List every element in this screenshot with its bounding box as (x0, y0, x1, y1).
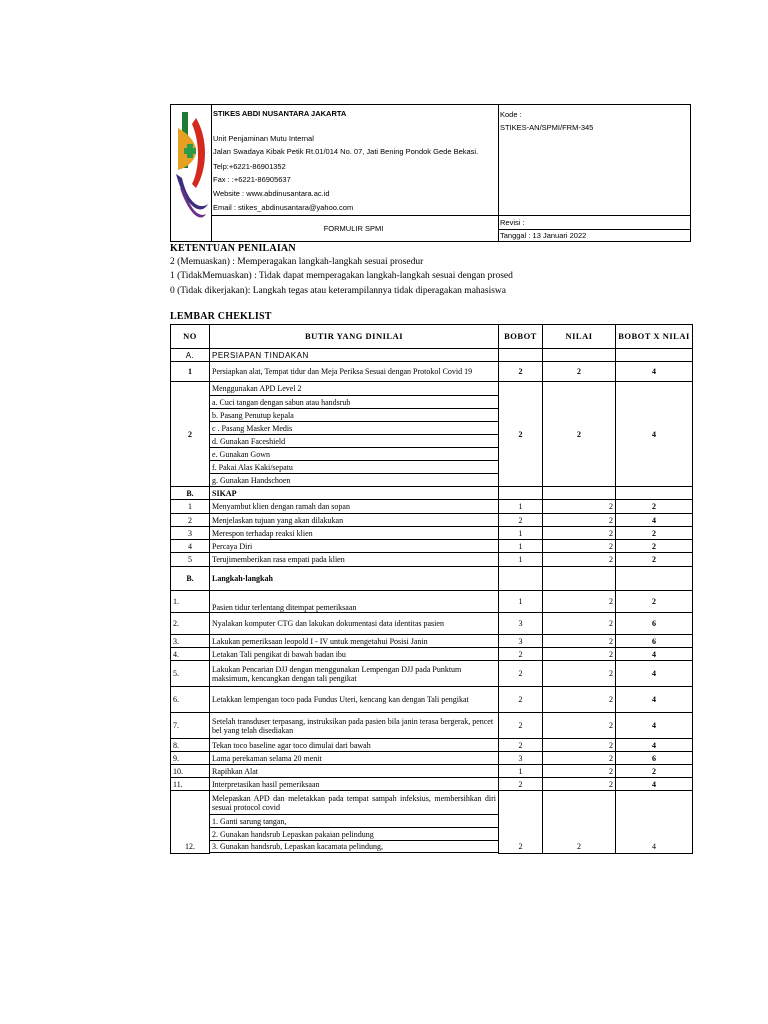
table-row (171, 613, 693, 635)
row-nilai: 2 (543, 765, 616, 778)
table-row (171, 765, 693, 778)
row-text: Rapihkan Alat (210, 765, 499, 778)
row-nilai: 2 (543, 362, 616, 382)
row-nilai: 2 (543, 661, 616, 687)
table-row (171, 382, 693, 396)
row-nilai: 2 (543, 635, 616, 648)
col-item: BUTIR YANG DINILAI (210, 325, 499, 349)
row-bobot: 1 (499, 553, 543, 567)
row-bobot: 1 (499, 500, 543, 514)
row-no: 5 (171, 553, 210, 567)
row-no: 5. (171, 661, 210, 687)
col-no: NO (171, 325, 210, 349)
criteria-line: 1 (TidakMemuaskan) : Tidak dapat memperagakan langkah-langkah sesuai dengan prosed (170, 271, 513, 281)
table-row (171, 514, 693, 527)
row-no: 8. (171, 739, 210, 752)
table-row (171, 739, 693, 752)
apd-item: g. Gunakan Handschoen (210, 474, 499, 487)
row-no: 2 (171, 514, 210, 527)
col-bobot: BOBOT (499, 325, 543, 349)
row-text: Percaya Diri (210, 540, 499, 553)
step12-item: 1. Ganti sarung tangan, (210, 815, 499, 828)
row-bobot-x-nilai: 2 (616, 500, 693, 514)
checklist-table (170, 324, 693, 854)
row-text: Letakkan lempengan toco pada Fundus Uteri, kencang kan dengan Tali pengikat (210, 687, 499, 713)
table-row (171, 553, 693, 567)
row-no: 2. (171, 613, 210, 635)
unit-name: Unit Penjaminan Mutu Internal (213, 134, 314, 143)
table-row (171, 540, 693, 553)
row-nilai: 2 (543, 514, 616, 527)
step12-item: 2. Gunakan handsrub Lepaskan pakaian pelindung (210, 828, 499, 841)
row-nilai: 2 (543, 553, 616, 567)
section-row (171, 567, 693, 591)
row-bobot: 1 (499, 765, 543, 778)
row-text: Pasien tidur terlentang ditempat pemeriksaan (210, 591, 499, 613)
section-label: SIKAP (210, 487, 499, 500)
row-text: Lama perekaman selama 20 menit (210, 752, 499, 765)
row-no: 3 (171, 527, 210, 540)
row-text: Menjelaskan tujuan yang akan dilakukan (210, 514, 499, 527)
row-text: Lakukan pemeriksaan leopold I - IV untuk mengetahui Posisi Janin (210, 635, 499, 648)
row-bobot-x-nilai: 4 (616, 713, 693, 739)
section-no: B. (171, 567, 210, 591)
institution-email: Email : stikes_abdinusantara@yahoo.com (213, 203, 354, 212)
row-bobot: 2 (499, 648, 543, 661)
row-bobot: 1 (499, 527, 543, 540)
table-header-row (171, 325, 693, 349)
row-text: Tekan toco baseline agar toco dimulai dari bawah (210, 739, 499, 752)
table-row (171, 648, 693, 661)
table-row (171, 362, 693, 382)
apd-item: d. Gunakan Faceshield (210, 435, 499, 448)
row-bobot-x-nilai: 4 (616, 362, 693, 382)
row-bobot: 2 (499, 382, 543, 487)
row-nilai: 2 (543, 713, 616, 739)
row-no: 4 (171, 540, 210, 553)
row-text: Setelah transduser terpasang, instruksikan pada pasien bila janin terasa bergerak, pencet bel yang telah disediakan (210, 713, 499, 739)
row-nilai: 2 (543, 591, 616, 613)
row-nilai: 2 (543, 382, 616, 487)
institution-logo-icon (174, 108, 210, 238)
row-nilai: 2 (543, 791, 616, 854)
institution-address: Jalan Swadaya Kibak Petik Rt.01/014 No. 07, Jati Bening Pondok Gede Bekasi. (213, 147, 479, 156)
table-row (171, 500, 693, 514)
apd-item: c . Pasang Masker Medis (210, 422, 499, 435)
form-code-label: Kode : (500, 110, 522, 119)
revision-label: Revisi : (500, 218, 525, 227)
apd-item: b. Pasang Penutup kepala (210, 409, 499, 422)
table-row (171, 713, 693, 739)
row-bobot: 2 (499, 362, 543, 382)
row-no: 1 (171, 500, 210, 514)
row-bobot-x-nilai: 4 (616, 648, 693, 661)
row-bobot-x-nilai: 2 (616, 527, 693, 540)
form-title: FORMULIR SPMI (323, 224, 384, 233)
row-bobot-x-nilai: 4 (616, 661, 693, 687)
row-bobot: 2 (499, 791, 543, 854)
row-bobot: 2 (499, 514, 543, 527)
row-nilai: 2 (543, 540, 616, 553)
table-row (171, 527, 693, 540)
criteria-line: 0 (Tidak dikerjakan): Langkah tegas atau keterampilannya tidak diperagakan mahasiswa (170, 286, 506, 296)
row-nilai: 2 (543, 687, 616, 713)
step12-item: Melepaskan APD dan meletakkan pada tempat sampah infeksius, membersihkan diri sesuai protocol covid (210, 791, 499, 815)
row-nilai: 2 (543, 527, 616, 540)
row-bobot-x-nilai: 6 (616, 635, 693, 648)
row-no: 4. (171, 648, 210, 661)
table-row (171, 752, 693, 765)
table-row (171, 778, 693, 791)
row-bobot: 2 (499, 713, 543, 739)
institution-name: STIKES ABDI NUSANTARA JAKARTA (213, 109, 347, 118)
row-bobot-x-nilai: 4 (616, 778, 693, 791)
row-nilai: 2 (543, 752, 616, 765)
form-header (170, 104, 691, 242)
criteria-title: KETENTUAN PENILAIAN (170, 243, 296, 254)
row-nilai: 2 (543, 778, 616, 791)
row-bobot: 3 (499, 613, 543, 635)
table-row (171, 591, 693, 613)
table-row (171, 635, 693, 648)
row-bobot: 1 (499, 540, 543, 553)
apd-item: a. Cuci tangan dengan sabun atau handsrub (210, 396, 499, 409)
apd-item: e. Gunakan Gown (210, 448, 499, 461)
row-nilai: 2 (543, 739, 616, 752)
row-no: 1. (171, 591, 210, 613)
table-row (171, 791, 693, 815)
row-bobot: 3 (499, 635, 543, 648)
form-date: Tanggal : 13 Januari 2022 (500, 231, 587, 240)
section-label: Langkah-langkah (210, 567, 499, 591)
row-bobot-x-nilai: 4 (616, 514, 693, 527)
section-label: PERSIAPAN TINDAKAN (210, 349, 499, 362)
form-code-value: STIKES-AN/SPMI/FRM-345 (500, 123, 594, 132)
apd-item: f. Pakai Alas Kaki/sepatu (210, 461, 499, 474)
row-bobot: 1 (499, 591, 543, 613)
section-no: B. (171, 487, 210, 500)
row-bobot: 2 (499, 687, 543, 713)
row-no: 3. (171, 635, 210, 648)
row-bobot-x-nilai: 2 (616, 540, 693, 553)
col-nilai: NILAI (543, 325, 616, 349)
row-bobot-x-nilai: 6 (616, 613, 693, 635)
checklist-title: LEMBAR CHEKLIST (170, 311, 272, 322)
row-bobot: 2 (499, 661, 543, 687)
row-nilai: 2 (543, 613, 616, 635)
row-text: Menyambut klien dengan ramah dan sopan (210, 500, 499, 514)
row-bobot-x-nilai: 2 (616, 591, 693, 613)
row-bobot: 2 (499, 739, 543, 752)
row-text: Persiapkan alat, Tempat tidur dan Meja Periksa Sesuai dengan Protokol Covid 19 (210, 362, 499, 382)
row-bobot: 2 (499, 778, 543, 791)
row-text: Letakan Tali pengikat di bawah badan ibu (210, 648, 499, 661)
institution-website: Website : www.abdinusantara.ac.id (213, 189, 330, 198)
row-no: 10. (171, 765, 210, 778)
row-no: 6. (171, 687, 210, 713)
row-bobot-x-nilai: 4 (616, 687, 693, 713)
row-no: 12. (171, 791, 210, 854)
row-bobot: 3 (499, 752, 543, 765)
criteria-line: 2 (Memuaskan) : Memperagakan langkah-langkah sesuai prosedur (170, 257, 424, 267)
row-no: 7. (171, 713, 210, 739)
row-no: 9. (171, 752, 210, 765)
col-bobot-x-nilai: BOBOT X NILAI (616, 325, 693, 349)
table-row (171, 687, 693, 713)
row-nilai: 2 (543, 500, 616, 514)
section-row (171, 349, 693, 362)
institution-phone: Telp:+6221-86901352 (213, 162, 286, 171)
row-no: 1 (171, 362, 210, 382)
table-row (171, 661, 693, 687)
row-text: Merespon terhadap reaksi klien (210, 527, 499, 540)
section-row (171, 487, 693, 500)
row-bobot-x-nilai: 4 (616, 739, 693, 752)
row-bobot-x-nilai: 4 (616, 382, 693, 487)
row-nilai: 2 (543, 648, 616, 661)
step12-item: 3. Gunakan handsrub, Lepaskan kacamata pelindung, (210, 841, 499, 853)
institution-fax: Fax : :+6221-86905637 (213, 175, 291, 184)
row-bobot-x-nilai: 2 (616, 553, 693, 567)
row-text: Interpretasikan hasil pemeriksaan (210, 778, 499, 791)
row-text: Nyalakan komputer CTG dan lakukan dokumentasi data identitas pasien (210, 613, 499, 635)
row-bobot-x-nilai: 2 (616, 765, 693, 778)
row-text: Terujimemberikan rasa empati pada klien (210, 553, 499, 567)
row-bobot-x-nilai: 4 (616, 791, 693, 854)
section-no: A. (171, 349, 210, 362)
row-no: 2 (171, 382, 210, 487)
row-no: 11. (171, 778, 210, 791)
apd-item: Menggunakan APD Level 2 (210, 382, 499, 396)
row-bobot-x-nilai: 6 (616, 752, 693, 765)
row-text: Lakukan Pencarian DJJ dengan menggunakan Lempengan DJJ pada Punktum maksimum, kencangkan dengan tali pengikat (210, 661, 499, 687)
